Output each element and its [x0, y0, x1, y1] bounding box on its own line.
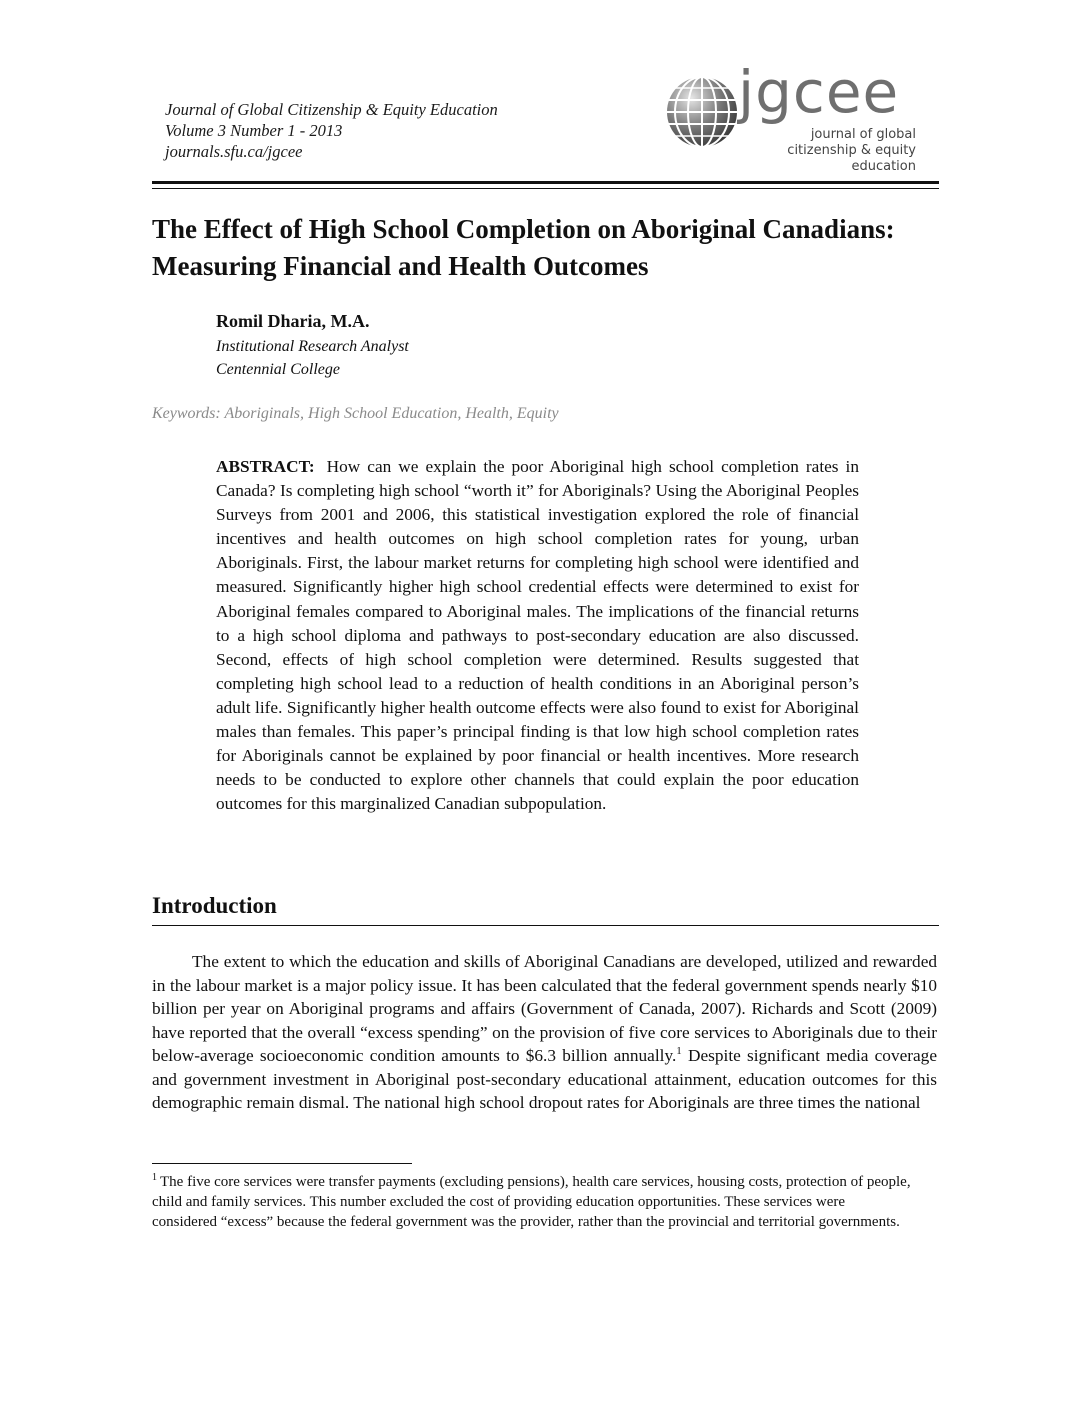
author-institution: Centennial College [216, 361, 340, 378]
journal-name: Journal of Global Citizenship & Equity Education [165, 100, 498, 119]
section-rule [152, 925, 939, 926]
author-name: Romil Dharia, M.A. [216, 311, 370, 331]
abstract-label: ABSTRACT: [216, 457, 315, 476]
journal-volume: Volume 3 Number 1 - 2013 [165, 121, 343, 140]
header-rule-thin [152, 188, 939, 189]
jgcee-logo [664, 58, 944, 174]
introduction-paragraph [152, 950, 937, 1115]
keywords: Keywords: Aboriginals, High School Education, Health, Equity [152, 405, 559, 422]
intro-text-part1: The extent to which the education and skills of Aboriginal Canadians are developed, utilized and rewarded in the labour market is a major policy issue. It has been calculated that the federal government spends nearly $10 billion per year on Aboriginal programs and affairs (Government of Canada, 2007). Richards and Scott (2009) have reported that the overall “excess spending” on the provision of five core services to Aboriginals due to their below-average socioeconomic condition amounts to $6.3 billion annually. [152, 952, 937, 1065]
abstract-text: How can we explain the poor Aboriginal high school completion rates in Canada? Is completing high school “worth it” for Aboriginals? Using the Aboriginal Peoples Surveys from 2001 and 2006, this statistical investigation explored the role of financial incentives and health outcomes on high school completion rates for young, urban Aboriginals. First, the labour market returns for completing high school were identified and measured. Significantly higher high school credential effects were determined to exist for Aboriginal females compared to Aboriginal males. The implications of the financial returns to a high school diploma and pathways to post-secondary education are also discussed. Second, effects of high school completion were determined. Results suggested that completing high school lead to a reduction of health conditions in an Aboriginal person’s adult life. Significantly higher health outcome effects were also found to exist for Aboriginal males than females. This paper’s principal finding is that low high school completion rates for Aboriginals cannot be explained by poor financial or health incentives. More research needs to be conducted to explore other channels that could explain the poor education outcomes for this marginalized Canadian subpopulation. [216, 457, 859, 814]
section-heading-introduction: Introduction [152, 893, 277, 918]
abstract [216, 455, 859, 816]
footnote-separator [152, 1163, 412, 1164]
journal-header [165, 99, 498, 162]
footnote-text: The five core services were transfer payments (excluding pensions), health care services, housing costs, protection of people, child and family services. This number excluded the cost of providing education opportunities. These services were considered “excess” because the federal government was the provider, rather than the provincial and territorial governments. [152, 1174, 911, 1231]
footnote-marker: 1 [152, 1172, 157, 1183]
logo-tagline [740, 127, 916, 175]
footnote-reference[interactable]: 1 [676, 1045, 682, 1058]
paper-title: The Effect of High School Completion on Aboriginal Canadians: Measuring Financial and Health Outcomes [152, 214, 895, 281]
journal-url: journals.sfu.ca/jgcee [165, 142, 303, 161]
logo-tagline-line2: citizenship & equity education [787, 143, 916, 174]
header-rule-thick [152, 181, 939, 184]
author-affiliation [216, 335, 409, 381]
author-position: Institutional Research Analyst [216, 338, 409, 355]
intro-text-part2: Despite significant media coverage and government investment in Aboriginal post-secondary educational attainment, education outcomes for this demographic remain dismal. The national high school dropout rates for Aboriginals are three times the national [152, 1046, 937, 1112]
footnote [152, 1172, 912, 1233]
logo-wordmark: jgcee [738, 58, 900, 126]
globe-icon [664, 74, 740, 150]
logo-tagline-line1: journal of global [810, 127, 916, 142]
